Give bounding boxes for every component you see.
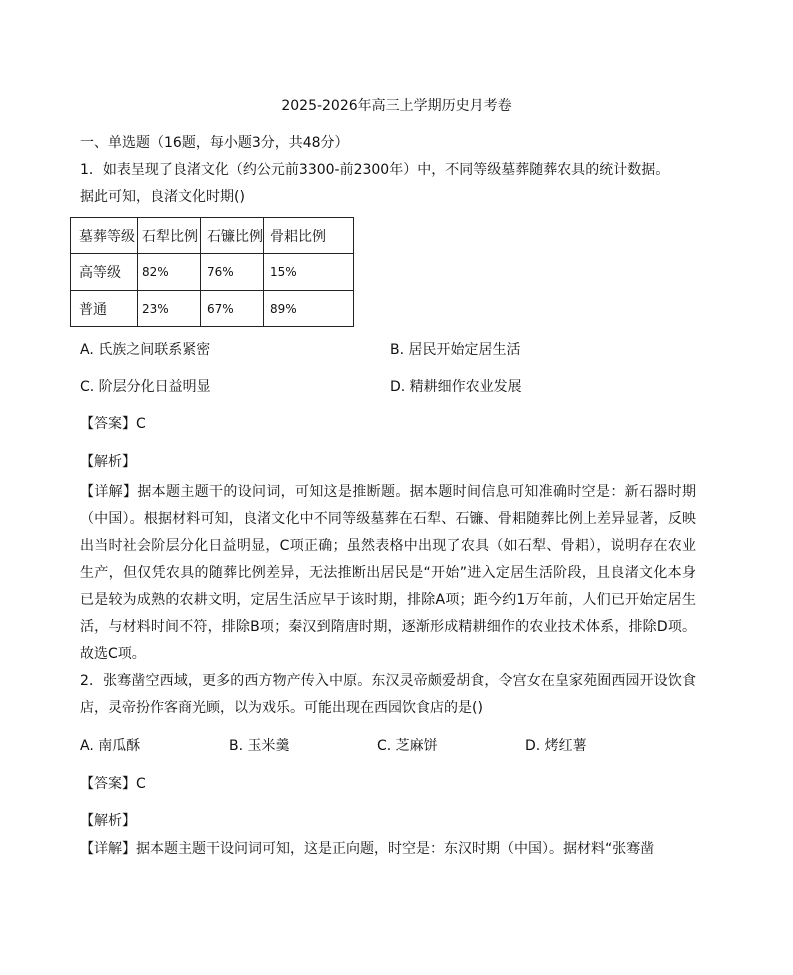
q1-stem-line1: 1．如表呈现了良渚文化（约公元前3300-前2300年）中，不同等级墓葬随葬农具的统计数据。 xyxy=(80,162,670,178)
table-cell: 89% xyxy=(264,291,354,327)
q1-option-b: B. 居民开始定居生活 xyxy=(390,342,521,358)
q1-data-table xyxy=(70,217,354,327)
q1-option-a: A. 氏族之间联系紧密 xyxy=(80,342,211,358)
q2-detail: 【详解】据本题主题干设问词可知，这是正向题，时空是：东汉时期（中国）。据材料“张骞凿 xyxy=(80,841,655,857)
table-header-cell: 石犁比例 xyxy=(138,218,201,254)
q1-stem-line2: 据此可知，良渚文化时期() xyxy=(80,189,245,205)
table-cell: 67% xyxy=(201,291,264,327)
table-row xyxy=(71,254,354,291)
table-row xyxy=(71,291,354,327)
q2-option-c: C. 芝麻饼 xyxy=(377,738,438,754)
q2-analysis-label: 【解析】 xyxy=(80,813,136,829)
table-cell: 76% xyxy=(201,254,264,291)
table-cell: 普通 xyxy=(71,291,138,327)
table-header-cell: 墓葬等级 xyxy=(71,218,138,254)
q2-stem: 2．张骞凿空西域，更多的西方物产传入中原。东汉灵帝颇爱胡食，令宫女在皇家苑囿西园开设饮食店，灵帝扮作客商光顾，以为戏乐。可能出现在西园饮食店的是() xyxy=(80,673,696,716)
q2-option-a: A. 南瓜酥 xyxy=(80,738,141,754)
q2-option-b: B. 玉米羹 xyxy=(229,738,290,754)
table-header-cell: 石镰比例 xyxy=(201,218,264,254)
q2-answer: 【答案】C xyxy=(80,776,146,792)
table-cell: 15% xyxy=(264,254,354,291)
table-cell: 82% xyxy=(138,254,201,291)
q1-option-d: D. 精耕细作农业发展 xyxy=(390,379,522,395)
q1-option-c: C. 阶层分化日益明显 xyxy=(80,379,211,395)
page-title: 2025-2026年高三上学期历史月考卷 xyxy=(281,98,512,114)
q1-answer: 【答案】C xyxy=(80,416,146,432)
q1-analysis-label: 【解析】 xyxy=(80,454,136,470)
table-cell: 23% xyxy=(138,291,201,327)
table-header-cell: 骨耜比例 xyxy=(264,218,354,254)
q1-detail: 【详解】据本题主题干的设问词，可知这是推断题。据本题时间信息可知准确时空是：新石器时期（中国）。根据材料可知，良渚文化中不同等级墓葬在石犁、石镰、骨耜随葬比例上差异显著，反映出当时社会阶层分化日益明显，C项正确；虽然表格中出现了农具（如石犁、骨耜），说明存在农业生产，但仅凭农具的随葬比例差异，无法推断出居民是“开始”进入定居生活阶段，且良渚文化本身已是较为成熟的农耕文明，定居生活应早于该时期，排除A项；距今约1万年前，人们已开始定居生活，与材料时间不符，排除B项；秦汉到隋唐时期，逐渐形成精耕细作的农业技术体系，排除D项。故选C项。 xyxy=(80,484,696,662)
q2-option-d: D. 烤红薯 xyxy=(525,738,587,754)
section-heading: 一、单选题（16题，每小题3分，共48分） xyxy=(80,135,349,151)
table-cell: 高等级 xyxy=(71,254,138,291)
table-header-row xyxy=(71,218,354,254)
